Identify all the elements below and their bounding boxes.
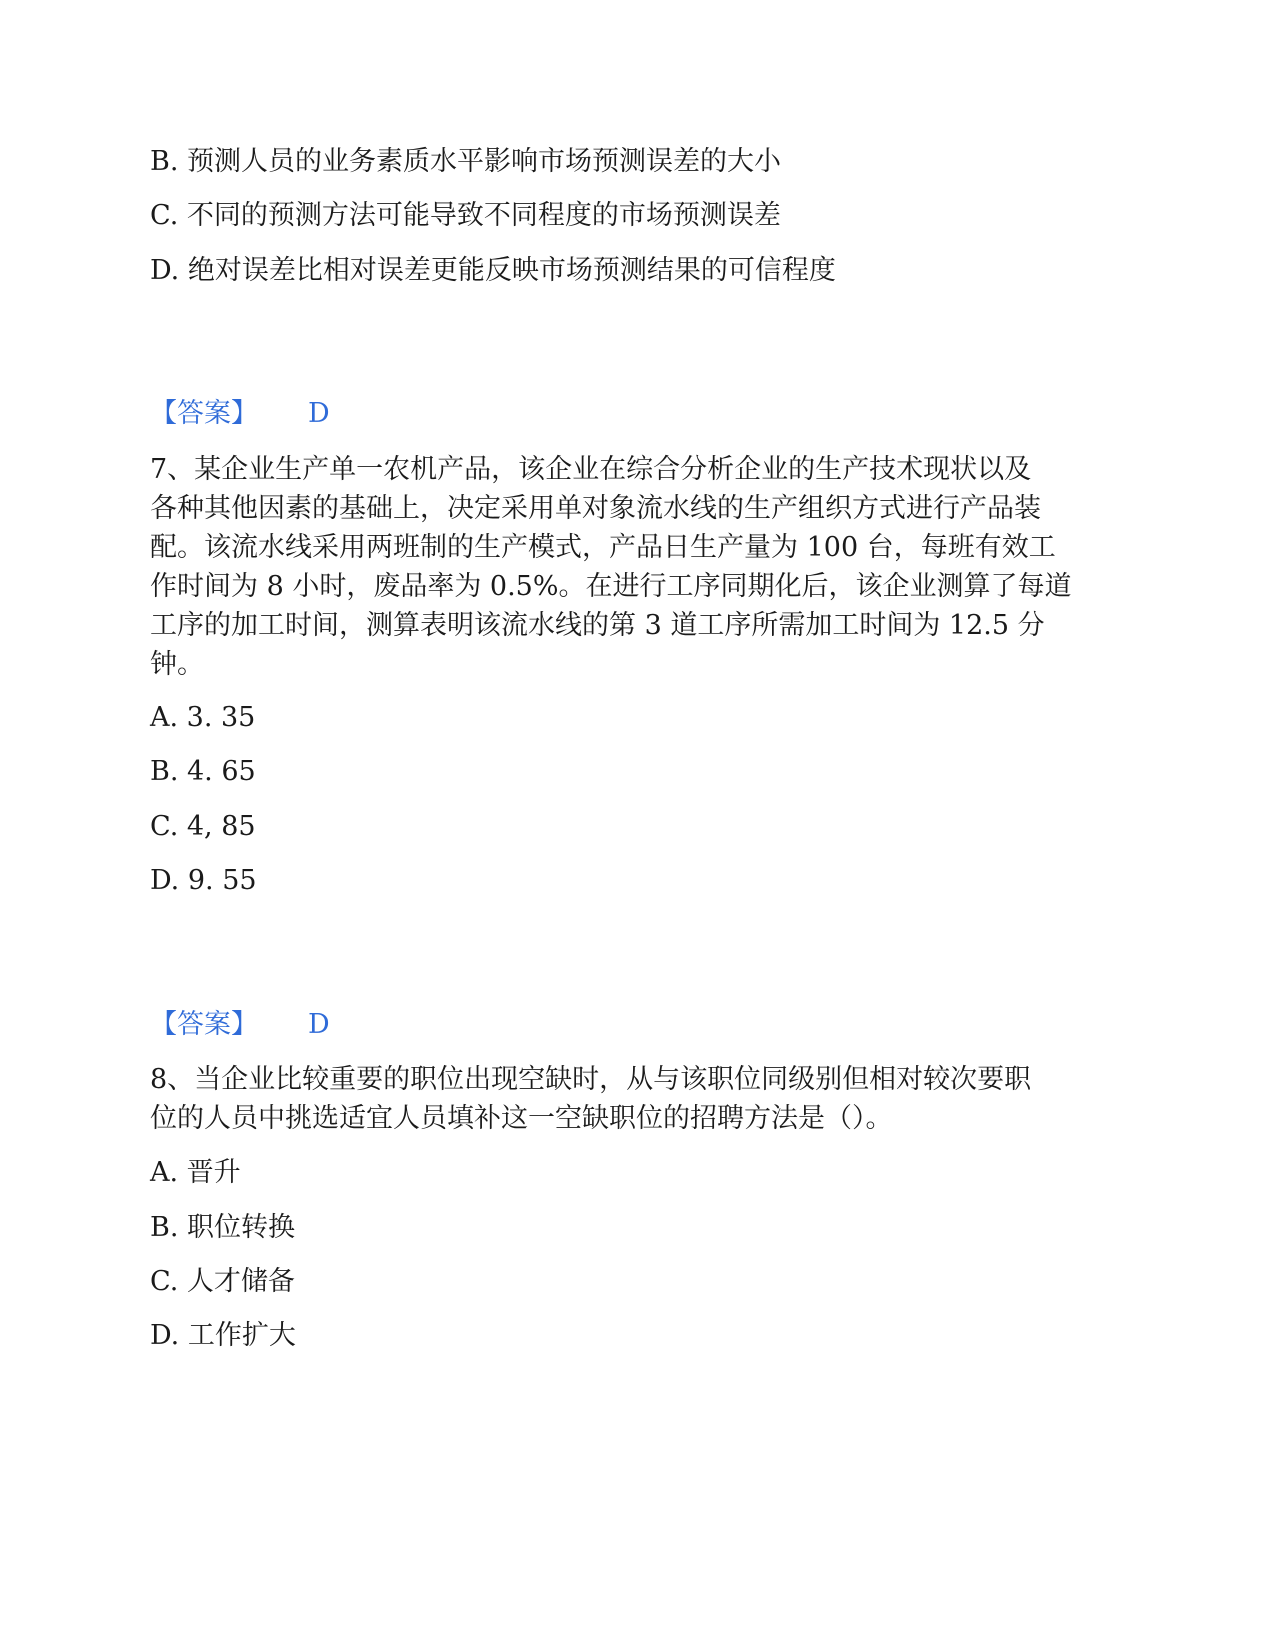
question-7-option-b: B. 4. 65 bbox=[150, 756, 256, 787]
question-7-option-a: A. 3. 35 bbox=[150, 702, 256, 733]
question-7-stem-line: 工序的加工时间，测算表明该流水线的第 3 道工序所需加工时间为 12.5 分 bbox=[150, 610, 1045, 641]
option-b: B. 预测人员的业务素质水平影响市场预测误差的大小 bbox=[150, 146, 782, 177]
option-c: C. 不同的预测方法可能导致不同程度的市场预测误差 bbox=[150, 200, 781, 231]
question-7-stem-line: 钟。 bbox=[150, 649, 204, 680]
answer-value: D bbox=[308, 398, 330, 429]
answer-label: 【答案】 bbox=[150, 1009, 258, 1040]
answer-row bbox=[150, 399, 330, 429]
question-7-option-d: D. 9. 55 bbox=[150, 865, 257, 896]
question-8-stem-line: 8、当企业比较重要的职位出现空缺时，从与该职位同级别但相对较次要职 bbox=[150, 1064, 1032, 1095]
question-7-stem-line: 各种其他因素的基础上，决定采用单对象流水线的生产组织方式进行产品装 bbox=[150, 493, 1041, 524]
question-7-option-c: C. 4, 85 bbox=[150, 811, 256, 842]
question-8-option-b: B. 职位转换 bbox=[150, 1212, 296, 1243]
answer-row bbox=[150, 1010, 330, 1040]
answer-value: D bbox=[308, 1009, 330, 1040]
question-8-stem-line: 位的人员中挑选适宜人员填补这一空缺职位的招聘方法是（）。 bbox=[150, 1103, 893, 1134]
question-8-option-c: C. 人才储备 bbox=[150, 1266, 295, 1297]
question-7-stem-line: 配。该流水线采用两班制的生产模式，产品日生产量为 100 台，每班有效工 bbox=[150, 532, 1056, 563]
question-7-stem-line: 作时间为 8 小时，废品率为 0.5%。在进行工序同期化后，该企业测算了每道 bbox=[150, 571, 1072, 602]
question-7-stem-line: 7、某企业生产单一农机产品，该企业在综合分析企业的生产技术现状以及 bbox=[150, 454, 1032, 485]
option-d: D. 绝对误差比相对误差更能反映市场预测结果的可信程度 bbox=[150, 255, 836, 286]
question-8-option-a: A. 晋升 bbox=[150, 1157, 241, 1188]
answer-label: 【答案】 bbox=[150, 398, 258, 429]
question-8-option-d: D. 工作扩大 bbox=[150, 1320, 296, 1351]
